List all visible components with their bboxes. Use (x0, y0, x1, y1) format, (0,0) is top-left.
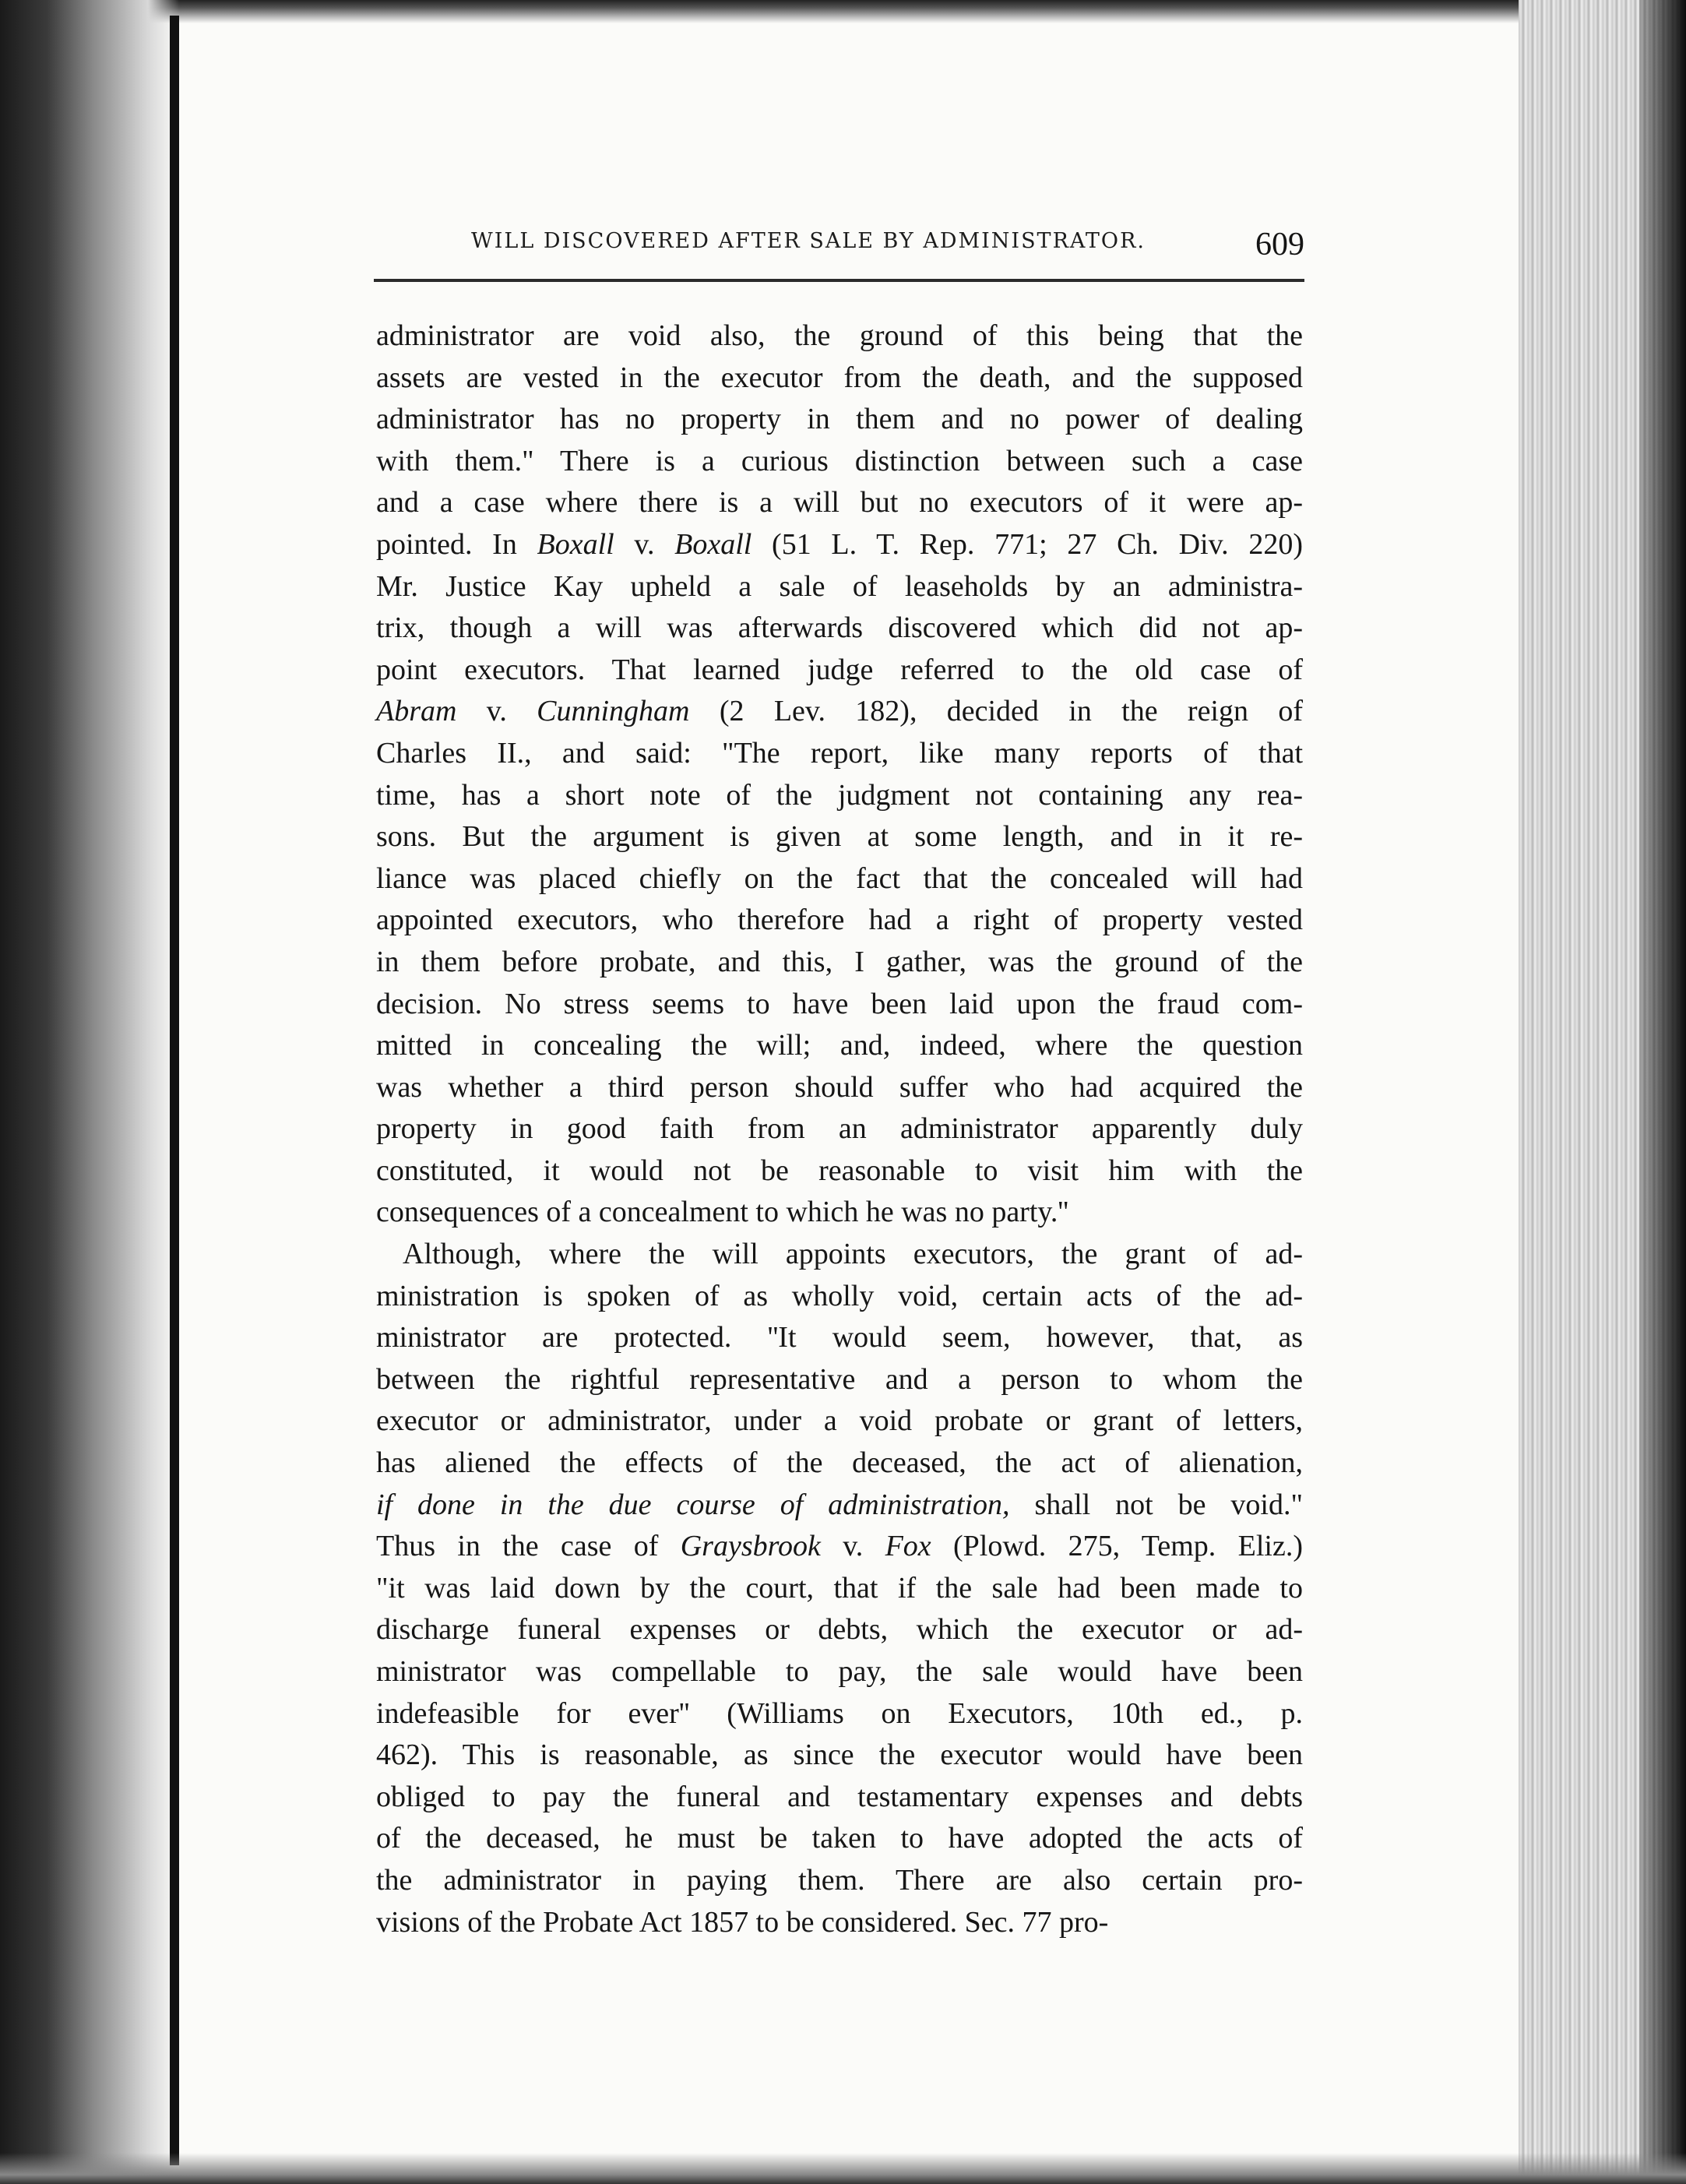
book-binding-shadow (170, 16, 179, 2165)
header-rule (374, 279, 1304, 282)
text-line: sons. But the argument is given at some length, and in it re- (376, 820, 1303, 854)
text-line: trix, though a will was afterwards discovered which did not ap- (376, 611, 1303, 645)
page-number: 609 (1255, 227, 1304, 262)
text-line: administrator are void also, the ground of this being that the (376, 319, 1303, 352)
text-line: ministrator was compellable to pay, the sale would have been (376, 1655, 1303, 1688)
italic-text: Abram (376, 695, 457, 728)
italic-text: Fox (885, 1530, 931, 1563)
text-line (376, 524, 1303, 566)
text-run: v. (614, 527, 675, 561)
text-run: (51 L. T. Rep. 771; 27 Ch. Div. 220) (751, 527, 1303, 561)
text-run: (Plowd. 275, Temp. Eliz.) (931, 1530, 1303, 1563)
text-line: point executors. That learned judge referred to the old case of (376, 653, 1303, 686)
text-line: with them." There is a curious distinction between such a case (376, 444, 1303, 477)
italic-text: Boxall (674, 527, 752, 561)
text-line: ministration is spoken of as wholly void, certain acts of the ad- (376, 1279, 1303, 1312)
text-line: of the deceased, he must be taken to have adopted the acts of (376, 1822, 1303, 1855)
text-line: obliged to pay the funeral and testamentary expenses and debts (376, 1780, 1303, 1813)
italic-text: if done in the due course of administration, (376, 1488, 1010, 1521)
text-line (376, 691, 1303, 733)
text-line: decision. No stress seems to have been laid upon the fraud com- (376, 987, 1303, 1020)
page-header (471, 226, 1304, 265)
running-head: WILL DISCOVERED AFTER SALE BY ADMINISTRATOR. (471, 229, 1146, 253)
scan-edge-top (0, 0, 1686, 23)
text-line: assets are vested in the executor from the death, and the supposed (376, 361, 1303, 394)
text-run: (2 Lev. 182), decided in the reign of (689, 695, 1303, 728)
text-run: pointed. In (376, 527, 537, 561)
text-line: consequences of a concealment to which he was no party.'' (376, 1196, 1069, 1229)
text-line: in them before probate, and this, I gather, was the ground of the (376, 945, 1303, 978)
text-line: executor or administrator, under a void probate or grant of letters, (376, 1404, 1303, 1438)
text-run: v. (820, 1530, 885, 1563)
italic-text: Graysbrook (680, 1530, 821, 1563)
text-line: indefeasible for ever'' (Williams on Executors, 10th ed., p. (376, 1696, 1303, 1730)
body-text (376, 315, 1303, 1943)
italic-text: Cunningham (537, 695, 690, 728)
text-run: v. (456, 695, 537, 728)
text-line: discharge funeral expenses or debts, which the executor or ad- (376, 1613, 1303, 1647)
text-run: shall not be void." (1009, 1488, 1303, 1521)
text-line (376, 1485, 1303, 1527)
text-line: 462). This is reasonable, as since the executor would have been (376, 1738, 1303, 1772)
text-line: has aliened the effects of the deceased, the act of alienation, (376, 1446, 1303, 1480)
scan-edge-left (0, 0, 179, 2184)
text-line: constituted, it would not be reasonable to visit him with the (376, 1154, 1303, 1187)
text-line: mitted in concealing the will; and, indeed, where the question (376, 1029, 1303, 1062)
text-line: and a case where there is a will but no executors of it were ap- (376, 486, 1303, 520)
text-line: administrator has no property in them and no power of dealing (376, 403, 1303, 436)
text-line: visions of the Probate Act 1857 to be considered. Sec. 77 pro- (376, 1905, 1109, 1939)
text-line (376, 1526, 1303, 1568)
text-line: Although, where the will appoints executors, the grant of ad- (403, 1238, 1303, 1271)
text-run: Thus in the case of (376, 1530, 681, 1563)
text-line: Charles II., and said: "The report, like many reports of that (376, 736, 1303, 770)
text-line: "it was laid down by the court, that if the sale had been made to (376, 1571, 1303, 1605)
text-line: time, has a short note of the judgment not containing any rea- (376, 778, 1303, 812)
text-line: was whether a third person should suffer who had acquired the (376, 1070, 1303, 1104)
text-line: appointed executors, who therefore had a right of property vested (376, 904, 1303, 937)
text-line: the administrator in paying them. There are also certain pro- (376, 1863, 1303, 1897)
scan-edge-bottom (0, 2153, 1686, 2184)
scan-edge-right (1639, 0, 1686, 2184)
text-line: ministrator are protected. ''It would seem, however, that, as (376, 1321, 1303, 1354)
italic-text: Boxall (537, 527, 614, 561)
text-line: Mr. Justice Kay upheld a sale of leaseholds by an administra- (376, 569, 1303, 603)
text-line: between the rightful representative and a person to whom the (376, 1362, 1303, 1396)
text-line: property in good faith from an administrator apparently duly (376, 1112, 1303, 1146)
text-line: liance was placed chiefly on the fact that the concealed will had (376, 861, 1303, 895)
